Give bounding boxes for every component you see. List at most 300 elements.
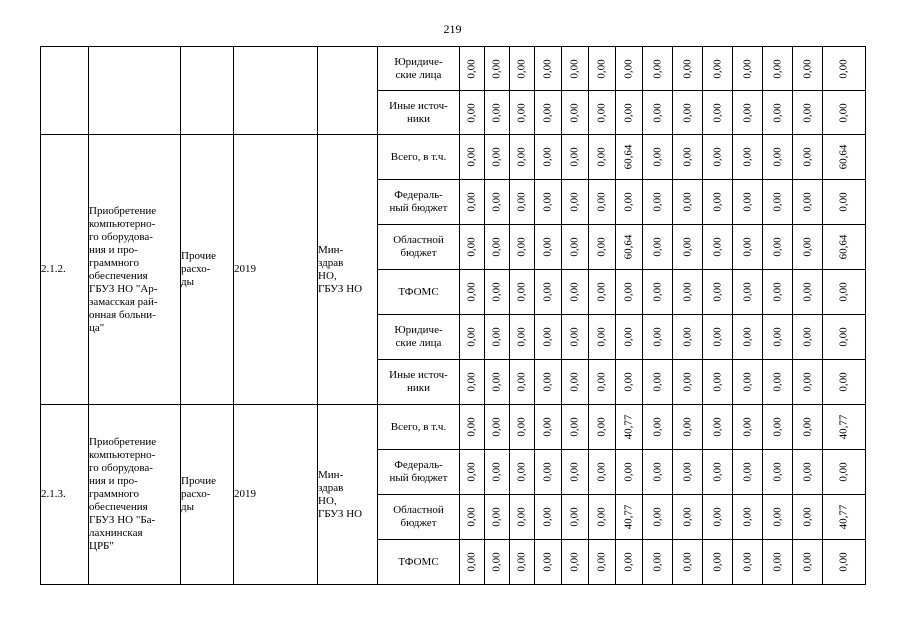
value-text: 0,00 [515, 282, 528, 302]
value-text: 0,00 [622, 58, 635, 79]
value-text: 0,00 [490, 417, 503, 437]
value-text: 0,00 [622, 327, 635, 347]
value-cell [733, 225, 763, 270]
funding-source: Юридиче- ские лица [378, 47, 460, 91]
value-text: 0,00 [711, 507, 723, 527]
value-cell [589, 180, 616, 225]
value-cell [643, 450, 673, 495]
value-text: 0,00 [595, 147, 608, 167]
value-cell [485, 450, 510, 495]
value-cell [733, 405, 763, 450]
value-cell [485, 135, 510, 180]
value-text: 0,00 [771, 417, 783, 437]
value-cell [460, 180, 485, 225]
value-cell [673, 135, 703, 180]
value-cell [673, 540, 703, 585]
value-text: 0,00 [741, 147, 753, 167]
value-text: 0,00 [595, 552, 608, 572]
value-cell [703, 360, 733, 405]
value-cell [485, 360, 510, 405]
value-text: 0,00 [515, 507, 528, 527]
value-text: 0,00 [490, 462, 503, 482]
value-text: 0,00 [711, 417, 723, 437]
executor: Мин- здрав НО, ГБУЗ НО [318, 135, 378, 405]
value-text: 0,00 [515, 102, 528, 123]
value-cell [535, 47, 562, 91]
value-cell [510, 540, 535, 585]
value-text: 0,00 [771, 552, 783, 572]
value-cell [485, 47, 510, 91]
value-text: 0,00 [681, 552, 693, 572]
value-text: 0,00 [741, 102, 753, 123]
value-text: 60,64 [837, 234, 850, 260]
value-cell [673, 270, 703, 315]
item-description: Приобретение компьютерно- го оборудова- ния и про- граммного обеспечения ГБУЗ НО "Ар- замасская рай- онная больни- ца" [89, 135, 181, 405]
value-text: 0,00 [568, 552, 581, 572]
value-cell [763, 270, 793, 315]
value-text: 40,77 [837, 414, 850, 440]
value-text: 0,00 [741, 237, 753, 257]
value-text: 0,00 [490, 552, 503, 572]
value-text: 0,00 [541, 192, 554, 212]
empty-cell [234, 47, 318, 135]
value-text: 0,00 [771, 327, 783, 347]
value-text: 0,00 [837, 462, 850, 482]
value-text: 0,00 [741, 507, 753, 527]
value-cell [823, 225, 866, 270]
value-text: 40,77 [837, 504, 850, 530]
value-cell [485, 91, 510, 135]
value-cell [793, 540, 823, 585]
value-cell [589, 495, 616, 540]
item-description: Приобретение компьютерно- го оборудова- ния и про- граммного обеспечения ГБУЗ НО "Ба- лахнинская ЦРБ" [89, 405, 181, 585]
value-cell [562, 180, 589, 225]
value-text: 0,00 [541, 237, 554, 257]
value-cell [562, 360, 589, 405]
value-cell [535, 180, 562, 225]
funding-source: ТФОМС [378, 540, 460, 585]
value-cell [589, 405, 616, 450]
value-text: 0,00 [568, 147, 581, 167]
value-cell [793, 495, 823, 540]
value-text: 0,00 [681, 417, 693, 437]
value-text: 0,00 [711, 102, 723, 123]
value-cell [703, 450, 733, 495]
value-text: 0,00 [490, 237, 503, 257]
value-text: 0,00 [681, 58, 693, 79]
page-number: 219 [443, 22, 462, 36]
value-text: 0,00 [568, 462, 581, 482]
value-text: 0,00 [771, 237, 783, 257]
value-cell [733, 495, 763, 540]
value-cell [643, 225, 673, 270]
funding-source: Всего, в т.ч. [378, 405, 460, 450]
value-cell [510, 91, 535, 135]
value-cell [643, 405, 673, 450]
value-text: 0,00 [541, 102, 554, 123]
value-text: 0,00 [515, 237, 528, 257]
value-text: 0,00 [490, 192, 503, 212]
funding-source: ТФОМС [378, 270, 460, 315]
value-text: 0,00 [741, 282, 753, 302]
value-cell [763, 540, 793, 585]
value-cell [823, 47, 866, 91]
value-text: 0,00 [568, 507, 581, 527]
value-text: 40,77 [622, 504, 635, 530]
value-text: 0,00 [651, 237, 663, 257]
value-cell [703, 180, 733, 225]
value-cell [793, 405, 823, 450]
value-cell [703, 495, 733, 540]
value-cell [510, 47, 535, 91]
value-text: 0,00 [465, 147, 478, 167]
value-cell [510, 450, 535, 495]
value-text: 0,00 [651, 372, 663, 392]
value-cell [823, 135, 866, 180]
funding-source: Всего, в т.ч. [378, 135, 460, 180]
value-cell [485, 540, 510, 585]
value-text: 0,00 [741, 372, 753, 392]
value-cell [616, 540, 643, 585]
value-cell [703, 315, 733, 360]
value-cell [823, 405, 866, 450]
value-text: 0,00 [622, 192, 635, 212]
value-text: 0,00 [651, 102, 663, 123]
value-cell [589, 135, 616, 180]
value-text: 0,00 [622, 462, 635, 482]
value-text: 0,00 [837, 372, 850, 392]
value-cell [510, 135, 535, 180]
value-text: 0,00 [541, 462, 554, 482]
value-cell [793, 47, 823, 91]
value-cell [460, 135, 485, 180]
value-text: 0,00 [651, 327, 663, 347]
value-cell [460, 540, 485, 585]
value-cell [460, 495, 485, 540]
value-text: 0,00 [541, 507, 554, 527]
value-text: 60,64 [622, 144, 635, 170]
value-text: 0,00 [711, 147, 723, 167]
value-cell [823, 495, 866, 540]
value-cell [763, 135, 793, 180]
value-text: 0,00 [568, 417, 581, 437]
value-cell [763, 495, 793, 540]
value-cell [562, 495, 589, 540]
value-text: 0,00 [771, 58, 783, 79]
value-cell [733, 180, 763, 225]
item-number: 2.1.2. [41, 135, 89, 405]
value-cell [793, 91, 823, 135]
value-text: 0,00 [801, 147, 813, 167]
value-cell [733, 540, 763, 585]
value-cell [562, 405, 589, 450]
value-text: 0,00 [490, 147, 503, 167]
value-text: 0,00 [801, 282, 813, 302]
value-cell [763, 315, 793, 360]
value-text: 0,00 [741, 462, 753, 482]
value-cell [673, 360, 703, 405]
value-text: 0,00 [595, 462, 608, 482]
value-text: 0,00 [771, 147, 783, 167]
value-text: 0,00 [741, 552, 753, 572]
value-text: 0,00 [801, 507, 813, 527]
value-text: 0,00 [465, 58, 478, 79]
value-cell [673, 47, 703, 91]
value-cell [460, 47, 485, 91]
value-cell [535, 315, 562, 360]
value-cell [703, 540, 733, 585]
funding-source: Иные источ- ники [378, 91, 460, 135]
value-text: 0,00 [837, 102, 850, 123]
value-cell [673, 450, 703, 495]
value-cell [616, 270, 643, 315]
value-cell [643, 360, 673, 405]
value-cell [703, 405, 733, 450]
value-cell [460, 405, 485, 450]
value-cell [535, 405, 562, 450]
value-cell [673, 91, 703, 135]
value-cell [733, 360, 763, 405]
value-text: 0,00 [801, 192, 813, 212]
value-text: 0,00 [568, 282, 581, 302]
value-text: 0,00 [771, 192, 783, 212]
value-cell [589, 450, 616, 495]
value-text: 0,00 [490, 507, 503, 527]
value-cell [763, 225, 793, 270]
value-text: 0,00 [711, 237, 723, 257]
value-text: 0,00 [490, 327, 503, 347]
funding-source: Федераль- ный бюджет [378, 180, 460, 225]
value-text: 0,00 [465, 417, 478, 437]
value-text: 0,00 [595, 58, 608, 79]
value-text: 0,00 [515, 552, 528, 572]
value-text: 0,00 [651, 552, 663, 572]
value-text: 0,00 [801, 552, 813, 572]
value-text: 0,00 [681, 282, 693, 302]
budget-table [40, 46, 866, 585]
value-cell [643, 180, 673, 225]
value-text: 0,00 [837, 192, 850, 212]
value-cell [616, 450, 643, 495]
value-text: 0,00 [622, 372, 635, 392]
value-cell [562, 450, 589, 495]
value-text: 0,00 [837, 282, 850, 302]
value-cell [793, 225, 823, 270]
value-cell [823, 540, 866, 585]
value-cell [703, 135, 733, 180]
value-text: 0,00 [515, 147, 528, 167]
value-text: 0,00 [595, 417, 608, 437]
value-text: 0,00 [771, 462, 783, 482]
value-text: 0,00 [595, 282, 608, 302]
value-text: 0,00 [515, 372, 528, 392]
value-cell [643, 315, 673, 360]
value-text: 0,00 [711, 462, 723, 482]
value-text: 0,00 [490, 102, 503, 123]
value-cell [485, 180, 510, 225]
value-text: 0,00 [541, 58, 554, 79]
value-cell [562, 315, 589, 360]
value-cell [510, 270, 535, 315]
value-cell [823, 450, 866, 495]
value-text: 0,00 [622, 552, 635, 572]
value-cell [562, 47, 589, 91]
value-text: 0,00 [711, 58, 723, 79]
value-text: 0,00 [595, 102, 608, 123]
value-cell [673, 180, 703, 225]
value-text: 0,00 [681, 327, 693, 347]
value-text: 0,00 [651, 192, 663, 212]
value-cell [733, 270, 763, 315]
value-cell [460, 360, 485, 405]
value-text: 0,00 [568, 372, 581, 392]
value-cell [616, 225, 643, 270]
value-text: 0,00 [681, 147, 693, 167]
value-cell [616, 91, 643, 135]
value-cell [703, 225, 733, 270]
value-text: 0,00 [465, 462, 478, 482]
value-text: 0,00 [515, 192, 528, 212]
value-cell [485, 495, 510, 540]
value-cell [460, 450, 485, 495]
value-text: 0,00 [771, 282, 783, 302]
value-cell [510, 225, 535, 270]
value-text: 0,00 [771, 372, 783, 392]
value-cell [589, 225, 616, 270]
value-cell [643, 91, 673, 135]
value-text: 0,00 [837, 552, 850, 572]
value-text: 0,00 [741, 192, 753, 212]
value-cell [823, 315, 866, 360]
value-text: 0,00 [515, 58, 528, 79]
value-text: 0,00 [465, 372, 478, 392]
value-cell [589, 540, 616, 585]
table-row [41, 47, 866, 91]
value-cell [616, 135, 643, 180]
expense-type: Прочие расхо- ды [181, 405, 234, 585]
value-text: 0,00 [541, 147, 554, 167]
value-cell [763, 360, 793, 405]
value-cell [485, 270, 510, 315]
value-cell [616, 180, 643, 225]
value-cell [733, 135, 763, 180]
value-text: 0,00 [711, 192, 723, 212]
value-text: 0,00 [801, 462, 813, 482]
value-cell [485, 225, 510, 270]
value-text: 0,00 [465, 102, 478, 123]
value-text: 0,00 [568, 102, 581, 123]
value-cell [763, 405, 793, 450]
value-text: 0,00 [465, 327, 478, 347]
value-cell [535, 135, 562, 180]
value-text: 0,00 [681, 102, 693, 123]
value-cell [535, 270, 562, 315]
value-text: 0,00 [541, 327, 554, 347]
value-cell [793, 135, 823, 180]
value-cell [763, 91, 793, 135]
value-cell [510, 405, 535, 450]
value-text: 40,77 [622, 414, 635, 440]
value-text: 0,00 [595, 237, 608, 257]
value-cell [535, 495, 562, 540]
value-text: 0,00 [490, 282, 503, 302]
value-cell [616, 495, 643, 540]
value-text: 0,00 [801, 327, 813, 347]
value-text: 0,00 [541, 552, 554, 572]
value-cell [643, 495, 673, 540]
value-cell [823, 91, 866, 135]
value-cell [763, 450, 793, 495]
value-cell [763, 47, 793, 91]
value-cell [535, 225, 562, 270]
value-cell [510, 360, 535, 405]
value-cell [589, 360, 616, 405]
value-cell [673, 405, 703, 450]
value-text: 0,00 [465, 552, 478, 572]
value-text: 0,00 [568, 192, 581, 212]
value-cell [793, 270, 823, 315]
value-text: 0,00 [622, 282, 635, 302]
value-cell [733, 315, 763, 360]
value-text: 0,00 [541, 372, 554, 392]
value-text: 0,00 [801, 102, 813, 123]
value-text: 0,00 [681, 372, 693, 392]
value-cell [733, 450, 763, 495]
value-cell [793, 360, 823, 405]
value-cell [460, 225, 485, 270]
value-text: 60,64 [622, 234, 635, 260]
value-cell [823, 180, 866, 225]
value-text: 0,00 [681, 192, 693, 212]
value-text: 0,00 [622, 102, 635, 123]
funding-source: Иные источ- ники [378, 360, 460, 405]
value-cell [535, 91, 562, 135]
value-cell [733, 91, 763, 135]
year: 2019 [234, 135, 318, 405]
value-text: 0,00 [595, 372, 608, 392]
value-cell [485, 405, 510, 450]
value-cell [562, 270, 589, 315]
value-text: 0,00 [465, 507, 478, 527]
executor: Мин- здрав НО, ГБУЗ НО [318, 405, 378, 585]
value-cell [703, 47, 733, 91]
value-cell [703, 270, 733, 315]
value-text: 0,00 [801, 237, 813, 257]
value-cell [616, 47, 643, 91]
value-cell [616, 360, 643, 405]
value-cell [510, 495, 535, 540]
value-cell [643, 540, 673, 585]
value-cell [673, 315, 703, 360]
value-cell [589, 270, 616, 315]
value-cell [823, 270, 866, 315]
value-cell [460, 91, 485, 135]
value-text: 0,00 [651, 462, 663, 482]
value-cell [793, 315, 823, 360]
expense-type: Прочие расхо- ды [181, 135, 234, 405]
value-text: 0,00 [515, 462, 528, 482]
value-text: 0,00 [490, 58, 503, 79]
value-cell [485, 315, 510, 360]
value-cell [793, 450, 823, 495]
value-cell [703, 91, 733, 135]
value-cell [763, 180, 793, 225]
value-text: 0,00 [801, 417, 813, 437]
value-cell [562, 91, 589, 135]
value-text: 0,00 [568, 58, 581, 79]
funding-source: Федераль- ный бюджет [378, 450, 460, 495]
table-row [41, 405, 866, 450]
